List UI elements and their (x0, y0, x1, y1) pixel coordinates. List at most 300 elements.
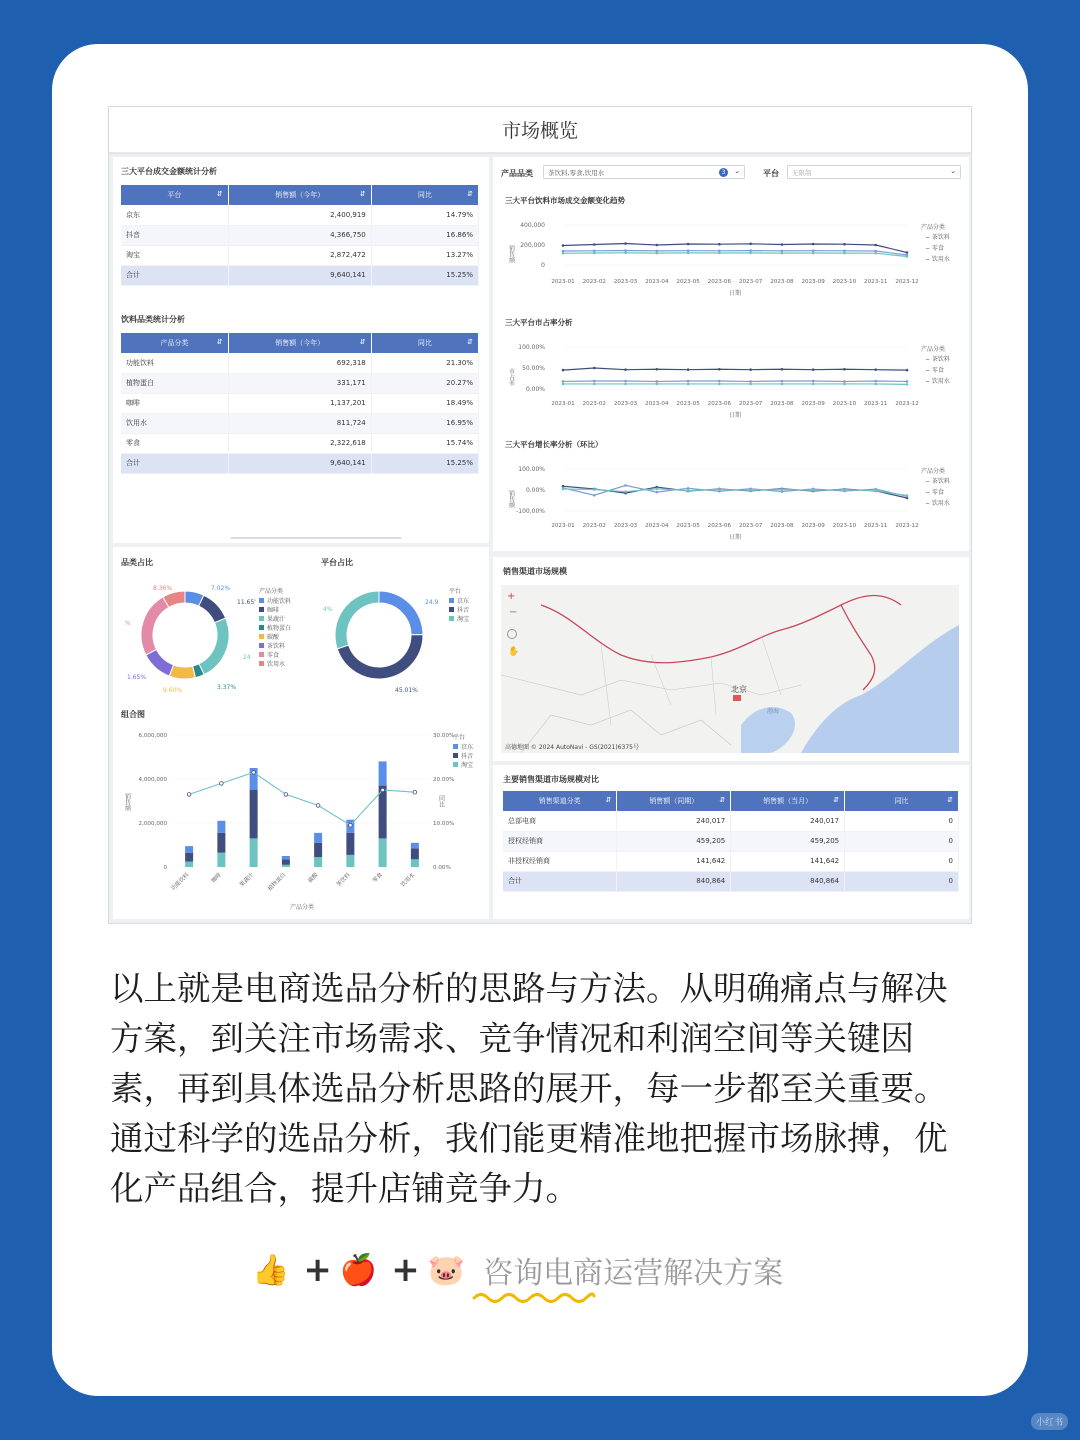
bar-segment (185, 846, 193, 853)
bar-segment (346, 855, 354, 867)
pie-data-label: 24 (243, 654, 251, 661)
data-point (749, 380, 752, 383)
legend-swatch (259, 598, 264, 603)
table-cell: 2,400,919 (228, 205, 371, 225)
table-cell: 合计 (503, 871, 617, 891)
body-paragraph: 以上就是电商选品分析的思路与方法。从明确痛点与解决方案，到关注市场需求、竞争情况和利润空间等关键因素，再到具体选品分析思路的展开，每一步都至关重要。通过科学的选品分析，我们能更精准地把握市场脉搏，优化产品组合，提升店铺竞争力。 (110, 969, 948, 1208)
x-tick-label: 2023-08 (770, 401, 794, 407)
pie-data-label: 45.01% (395, 687, 418, 694)
data-point (906, 383, 909, 386)
x-tick-label: 2023-01 (551, 401, 575, 407)
table-cell: 2,322,618 (228, 433, 371, 453)
data-point (843, 380, 846, 383)
data-point (624, 368, 627, 371)
table-cell: 1,137,201 (228, 393, 371, 413)
bar-segment (217, 821, 225, 833)
x-tick-label: 2023-12 (895, 279, 919, 285)
table-cell: 459,205 (731, 831, 845, 851)
legend-title: 产品分类 (921, 224, 946, 231)
channel-panel (493, 765, 969, 919)
y-tick-label: 0.00% (525, 386, 545, 393)
table-header-row (121, 333, 479, 353)
table-row (503, 831, 959, 851)
pie-data-label: 11.65' (237, 599, 256, 606)
x-tick-label: 2023-06 (707, 401, 732, 407)
pie-data-label: 8.36% (153, 585, 173, 592)
data-point (562, 252, 565, 255)
sort-icon[interactable]: ⇵ (359, 190, 366, 198)
yoy-point (220, 782, 224, 786)
zoom-out-button[interactable]: − (509, 607, 518, 618)
legend-item: − 茶饮料 (925, 234, 950, 241)
pie-slice (199, 595, 226, 622)
table-cell: 0 (845, 851, 959, 871)
data-point (749, 252, 752, 255)
data-point (874, 368, 877, 371)
beijing-label: 北京 (731, 685, 747, 694)
table-cell: 4,366,750 (228, 225, 371, 245)
line-chart-title: 三大平台增长率分析（环比） (505, 440, 603, 449)
x-tick-label: 2023-09 (801, 401, 825, 407)
legend-item: 抖音 (457, 607, 470, 614)
y-axis-label: 销售额 (123, 793, 131, 811)
legend-swatch (449, 598, 454, 603)
data-point (812, 383, 815, 386)
column-header[interactable]: 产品分类 ⇵ (121, 333, 228, 353)
x-tick-label: 2023-11 (864, 401, 888, 407)
legend-item: − 饮用水 (925, 378, 950, 385)
data-point (624, 249, 627, 252)
cta-text: 咨询电商运营解决方案 (483, 1256, 784, 1291)
table-total-row (121, 453, 479, 473)
bar-segment (217, 833, 225, 853)
legend-item: 果蔬汁 (267, 616, 286, 623)
platform-table (121, 185, 479, 286)
bar-segment (282, 856, 290, 859)
data-point (687, 489, 690, 492)
bar-segment (185, 862, 193, 868)
data-point (906, 251, 909, 254)
data-point (906, 255, 909, 258)
y-axis-label: 销售额 (507, 490, 515, 508)
table-cell: 饮用水 (121, 413, 228, 433)
bar-segment (346, 833, 354, 855)
data-point (812, 489, 815, 492)
table-cell: 459,205 (617, 831, 731, 851)
data-point (593, 367, 596, 370)
data-point (843, 243, 846, 246)
data-point (687, 487, 690, 490)
chevron-down-icon: ⌄ (734, 167, 740, 175)
pie-slice (141, 597, 169, 655)
legend-swatch (449, 607, 454, 612)
legend-item: 咖啡 (267, 607, 280, 614)
legend-item: 植物蛋白 (267, 625, 292, 632)
bar-segment (314, 843, 322, 857)
data-point (843, 488, 846, 491)
x-tick-label: 2023-03 (613, 523, 638, 529)
data-point (624, 490, 627, 493)
data-point (593, 380, 596, 383)
hand-tool-icon[interactable]: ✋ (508, 647, 520, 657)
data-point (749, 489, 752, 492)
data-point (812, 368, 815, 371)
data-point (781, 488, 784, 491)
x-tick-label: 碳酸 (307, 872, 320, 885)
cta-row (252, 1248, 783, 1292)
y-tick-label: 100.00% (518, 344, 545, 351)
compass-icon[interactable] (507, 629, 517, 639)
legend-item: 零食 (267, 652, 280, 659)
data-point (656, 368, 659, 371)
border-line (841, 605, 875, 690)
pie-slice (337, 635, 423, 679)
legend-swatch (259, 625, 264, 630)
x-tick-label: 2023-08 (770, 279, 794, 285)
data-point (562, 488, 565, 491)
table-cell: 2,872,472 (228, 245, 371, 265)
data-point (624, 484, 627, 487)
data-point (718, 368, 721, 371)
y-axis-label: 市占率 (507, 368, 515, 386)
legend-swatch (259, 616, 264, 621)
y-tick-label: 6,000,000 (138, 733, 167, 739)
yoy-point (284, 793, 288, 797)
x-tick-label: 2023-10 (832, 523, 857, 529)
sort-icon[interactable]: ⇵ (467, 190, 473, 198)
data-point (687, 252, 690, 255)
data-point (593, 383, 596, 386)
map-title: 销售渠道市场规模 (503, 567, 567, 576)
chevron-down-icon: ⌄ (950, 167, 956, 175)
table-cell: 0 (845, 811, 959, 831)
legend-title: 平台 (453, 734, 466, 741)
x-tick-label: 2023-12 (895, 523, 919, 529)
y2-axis-label: 同比 (437, 795, 445, 807)
table-cell: 15.25% (371, 265, 478, 285)
yoy-point (413, 790, 417, 794)
data-point (562, 380, 565, 383)
table-cell: 功能饮料 (121, 353, 228, 373)
legend-swatch (259, 607, 264, 612)
x-tick-label: 2023-11 (864, 523, 888, 529)
bar-segment (217, 853, 225, 867)
data-point (874, 383, 877, 386)
legend-swatch (259, 643, 264, 648)
legend-item: − 零食 (925, 367, 944, 374)
data-point (874, 489, 877, 492)
bar-segment (314, 833, 322, 843)
zoom-in-button[interactable]: + (507, 591, 516, 602)
legend-swatch (453, 762, 458, 767)
y-tick-label: 0.00% (525, 487, 545, 494)
table-cell: 811,724 (228, 413, 371, 433)
series-line (563, 253, 907, 257)
table-cell: 13.27% (371, 245, 478, 265)
column-header[interactable]: 销售额（今年） ⇵ (228, 333, 371, 353)
table-cell: 240,017 (617, 811, 731, 831)
x-tick-label: 2023-04 (645, 401, 669, 407)
column-header[interactable]: 同比 ⇵ (371, 333, 478, 353)
bar-segment (250, 838, 258, 867)
line-charts (493, 157, 969, 551)
data-point (656, 380, 659, 383)
table-row (121, 353, 479, 373)
data-point (718, 488, 721, 491)
y-tick-label: 400,000 (520, 222, 545, 229)
sort-icon[interactable]: ⇵ (605, 796, 612, 804)
line-chart-title: 三大平台市占率分析 (505, 318, 573, 327)
legend-title: 平台 (449, 588, 462, 595)
yoy-point (187, 793, 191, 797)
legend-swatch (259, 652, 264, 657)
y2-tick-label: 30.00% (433, 733, 455, 739)
legend-item: − 零食 (925, 245, 944, 252)
pig-icon: 🐷 (427, 1252, 466, 1288)
legend-title: 产品分类 (921, 468, 946, 475)
platform-filter-placeholder: 无限制 (792, 169, 812, 177)
x-tick-label: 2023-05 (676, 279, 700, 285)
column-header[interactable]: 同比 ⇵ (845, 791, 959, 811)
data-point (687, 368, 690, 371)
bar-segment (411, 848, 419, 859)
table-cell: 16.86% (371, 225, 478, 245)
x-tick-label: 功能饮料 (170, 872, 191, 893)
legend-title: 产品分类 (921, 346, 946, 353)
data-point (718, 380, 721, 383)
x-tick-label: 2023-10 (832, 401, 857, 407)
data-point (624, 252, 627, 255)
data-point (874, 380, 877, 383)
legend-swatch (259, 634, 264, 639)
x-tick-label: 2023-04 (645, 279, 669, 285)
data-point (718, 243, 721, 246)
data-point (843, 250, 846, 253)
sort-icon[interactable]: ⇵ (216, 190, 223, 198)
column-header[interactable]: 同比 ⇵ (371, 185, 478, 205)
table-cell: 9,640,141 (228, 453, 371, 473)
x-tick-label: 茶饮料 (335, 872, 352, 889)
y2-tick-label: 0.00% (433, 865, 451, 871)
sort-icon[interactable]: ⇵ (833, 796, 840, 804)
channel-table (503, 791, 959, 892)
column-header[interactable]: 销售额（今年） ⇵ (228, 185, 371, 205)
data-point (749, 368, 752, 371)
data-point (593, 494, 596, 497)
pie-slice (379, 591, 423, 635)
legend-item: 功能饮料 (267, 598, 292, 605)
legend-swatch (453, 744, 458, 749)
data-point (781, 380, 784, 383)
x-tick-label: 2023-02 (582, 523, 606, 529)
table-cell: 20.27% (371, 373, 478, 393)
data-point (593, 243, 596, 246)
yoy-point (252, 771, 256, 775)
sort-icon[interactable]: ⇵ (359, 338, 366, 346)
data-point (749, 383, 752, 386)
plus-icon: + (303, 1250, 332, 1290)
x-tick-label: 2023-04 (645, 523, 669, 529)
table-cell: 植物蛋白 (121, 373, 228, 393)
x-tick-label: 2023-02 (582, 279, 606, 285)
data-point (562, 383, 565, 386)
table-cell: 16.95% (371, 413, 478, 433)
sales-map[interactable] (501, 585, 959, 753)
left-charts-panel (113, 547, 489, 919)
data-point (812, 252, 815, 255)
table-cell: 京东 (121, 205, 228, 225)
pie-and-combo-charts (113, 547, 489, 919)
pie-chart-title: 平台占比 (321, 558, 353, 567)
pie-data-label: 4% (323, 606, 333, 613)
table-cell: 331,171 (228, 373, 371, 393)
data-point (812, 243, 815, 246)
table-cell: 14.79% (371, 205, 478, 225)
x-tick-label: 2023-05 (676, 523, 700, 529)
left-tables-panel (113, 157, 489, 543)
table-cell: 21.30% (371, 353, 478, 373)
scroll-indicator[interactable] (231, 537, 401, 539)
data-point (624, 380, 627, 383)
legend-item: 碳酸 (267, 634, 280, 641)
table-cell: 授权经销商 (503, 831, 617, 851)
bar-segment (411, 843, 419, 849)
y-tick-label: 2,000,000 (138, 821, 167, 827)
x-tick-label: 2023-07 (738, 523, 763, 529)
line-chart-title: 三大平台饮料市场成交金额变化趋势 (505, 196, 625, 205)
table-cell: 15.25% (371, 453, 478, 473)
column-header[interactable]: 平台 ⇵ (121, 185, 228, 205)
map-panel (493, 557, 969, 761)
x-tick-label: 2023-02 (582, 401, 606, 407)
legend-item: − 饮用水 (925, 500, 950, 507)
x-tick-label: 2023-11 (864, 279, 888, 285)
table-row (121, 433, 479, 453)
y-tick-label: 50.00% (522, 365, 545, 372)
legend-item: − 饮用水 (925, 256, 950, 263)
data-point (593, 488, 596, 491)
x-tick-label: 植物蛋白 (267, 872, 288, 893)
table-cell: 9,640,141 (228, 265, 371, 285)
bar-segment (411, 859, 419, 867)
y-tick-label: 0 (163, 865, 167, 871)
pie-data-label: 24.9 (425, 599, 439, 606)
channel-table-title: 主要销售渠道市场规模对比 (503, 775, 599, 784)
bar-segment (250, 790, 258, 838)
beijing-marker (733, 695, 741, 701)
column-header[interactable]: 销售额（同期） ⇵ (617, 791, 731, 811)
series-line (563, 368, 907, 370)
sort-icon[interactable]: ⇵ (947, 796, 953, 804)
y-tick-label: 100.00% (518, 466, 545, 473)
pie-data-label: 7.02% (211, 585, 231, 592)
table-cell: 非授权经销商 (503, 851, 617, 871)
yoy-point (381, 788, 385, 792)
x-tick-label: 2023-06 (707, 279, 732, 285)
data-point (624, 242, 627, 245)
sort-icon[interactable]: ⇵ (467, 338, 473, 346)
border-line (541, 596, 901, 663)
data-point (781, 368, 784, 371)
table-cell: 840,864 (617, 871, 731, 891)
x-tick-label: 2023-06 (707, 523, 732, 529)
x-axis-label: 产品分类 (289, 904, 315, 911)
data-point (593, 252, 596, 255)
table-cell: 总部电商 (503, 811, 617, 831)
data-point (718, 252, 721, 255)
table-row (121, 373, 479, 393)
pie-slice (335, 591, 379, 649)
pie-data-label: 9.60% (163, 687, 183, 694)
data-point (656, 491, 659, 494)
data-point (687, 380, 690, 383)
table-cell: 141,642 (617, 851, 731, 871)
table-cell: 240,017 (731, 811, 845, 831)
data-point (843, 383, 846, 386)
data-point (874, 244, 877, 247)
x-tick-label: 零食 (371, 872, 385, 885)
data-point (749, 249, 752, 252)
legend-item: − 零食 (925, 489, 944, 496)
table-cell: 合计 (121, 265, 228, 285)
table-cell: 0 (845, 871, 959, 891)
legend-swatch (259, 661, 264, 666)
wavy-underline (472, 1290, 596, 1304)
data-point (624, 383, 627, 386)
x-axis-label: 日期 (728, 412, 742, 419)
bar-segment (379, 761, 387, 785)
table-cell: 淘宝 (121, 245, 228, 265)
data-point (749, 243, 752, 246)
pie-data-label: % (125, 620, 131, 627)
category-filter-label: 产品品类 (501, 169, 533, 178)
pie-data-label: 1.65% (127, 674, 147, 681)
category-table-title: 饮料品类统计分析 (121, 315, 185, 324)
legend-swatch (453, 753, 458, 758)
bar-segment (282, 859, 290, 865)
watermark: 小红书 (1031, 1413, 1068, 1430)
sort-icon[interactable]: ⇵ (216, 338, 223, 346)
column-header[interactable]: 销售渠道分类 ⇵ (503, 791, 617, 811)
table-cell: 840,864 (731, 871, 845, 891)
data-point (906, 494, 909, 497)
x-tick-label: 果蔬汁 (238, 872, 256, 889)
plus-icon: + (391, 1250, 420, 1290)
sort-icon[interactable]: ⇵ (719, 796, 726, 804)
table-cell: 141,642 (731, 851, 845, 871)
x-tick-label: 2023-12 (895, 401, 919, 407)
data-point (812, 380, 815, 383)
table-total-row (503, 871, 959, 891)
x-tick-label: 2023-07 (738, 279, 763, 285)
table-row (121, 393, 479, 413)
x-tick-label: 2023-07 (738, 401, 763, 407)
right-lines-panel (493, 157, 969, 551)
legend-item: 饮用水 (267, 661, 286, 668)
y2-tick-label: 20.00% (433, 777, 455, 783)
x-axis-label: 日期 (728, 534, 742, 541)
y-axis-label: 销售额 (507, 245, 515, 263)
data-point (843, 252, 846, 255)
data-point (562, 244, 565, 247)
legend-item: 淘宝 (461, 762, 474, 769)
dashboard-screenshot (108, 106, 972, 924)
column-header[interactable]: 销售额（当月） ⇵ (731, 791, 845, 811)
x-tick-label: 饮用水 (400, 872, 417, 889)
data-point (656, 244, 659, 247)
pie-slice (146, 649, 174, 676)
map-attribution: 高德地图 © 2024 AutoNavi - GS(2021)6375号 (505, 744, 639, 751)
